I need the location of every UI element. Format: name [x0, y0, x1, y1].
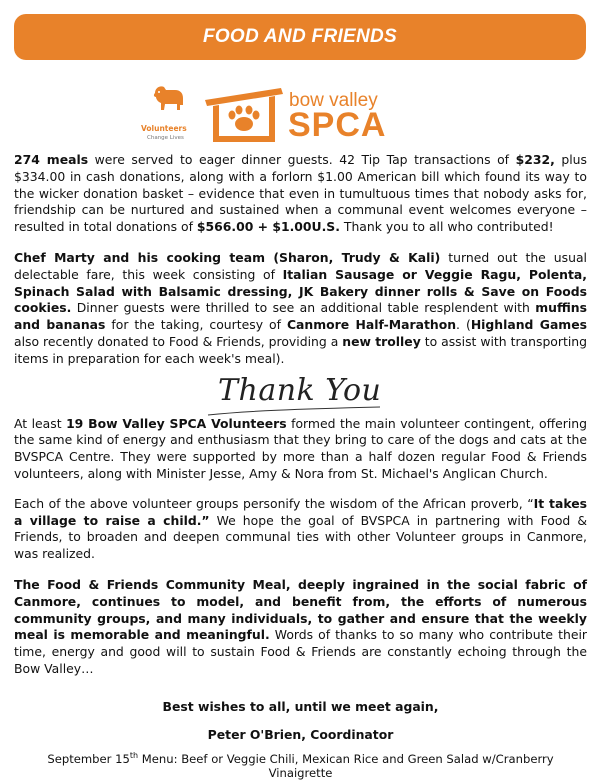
spca-house-icon: [203, 80, 285, 144]
menu-date: September 15: [47, 751, 130, 766]
header-banner: [14, 14, 586, 60]
logo-bow-valley: bow valley: [289, 90, 378, 111]
menu-text: Menu: Beef or Veggie Chili, Mexican Rice and Green Salad w/Cranberry Vinaigrette: [138, 751, 554, 780]
volunteers-label: Volunteers: [141, 124, 187, 133]
highland-games: Highland Games: [470, 317, 587, 333]
donations-paragraph: [14, 152, 587, 236]
logo-row: [0, 80, 600, 150]
text: At least: [14, 415, 67, 431]
text: . (: [456, 317, 471, 333]
total-donations: $566.00 + $1.00U.S.: [196, 219, 340, 235]
community-paragraph: [14, 577, 587, 678]
new-trolley: new trolley: [342, 333, 421, 349]
text: also recently donated to Food & Friends, providing a: [14, 333, 343, 349]
proverb: It takes a village to raise a child.”: [14, 495, 588, 528]
volunteers-paragraph: [14, 416, 587, 483]
next-week-menu: [14, 751, 587, 780]
text: turned out the usual delectable fare, this week consisting of: [14, 249, 587, 282]
bulldog-icon: [151, 83, 185, 111]
proverb-paragraph: [14, 496, 587, 563]
text: We hope the goal of BVSPCA in partnering with Food & Friends, to broaden and deepen communal ties with other Volunteer groups in Canmore, was realized.: [14, 512, 587, 562]
text: plus $334.00 in cash donations, along with a forlorn $1.00 American bill which found its way to the wicker donation basket – evidence that even in tumultuous times that nobody asks for, friendship can be nurtured and sustained when a communal event welcomes everyone – resulted in total donations of: [14, 152, 587, 235]
text: to assist with transporting items in preparation for each week's meal).: [14, 333, 587, 366]
volunteers-tagline: Change Lives: [147, 135, 184, 141]
text: formed the main volunteer contingent, offering the same kind of energy and enthusiasm that they bring to care of the dogs and cats at the BVSPCA Centre. They were supported by more than a half dozen regular Food & Friends volunteers, along with Minister Jesse, Amy & Nora from St. Michael's Anglican Church.: [14, 415, 587, 481]
tips-amount: $232,: [515, 152, 555, 167]
closing-wishes: Best wishes to all, until we meet again,: [162, 699, 439, 714]
text: Words of thanks to so many who contribute their time, energy and good will to sustain Food & Friends are constantly echoing through the Bow Valley…: [14, 627, 587, 676]
thank-you-script: Thank You: [218, 373, 382, 408]
text: Thank you to all who contributed!: [339, 219, 554, 235]
thank-you-underline: [206, 405, 382, 419]
chef-team: Chef Marty and his cooking team (Sharon, Trudy & Kali): [14, 249, 441, 265]
text: for the taking, courtesy of: [105, 317, 287, 333]
meals-count: 274 meals: [14, 152, 89, 167]
spca-volunteers: 19 Bow Valley SPCA Volunteers: [66, 415, 287, 431]
text: were served to eager dinner guests. 42 Tip Tap transactions of: [88, 152, 516, 167]
logo-spca: SPCA: [288, 106, 387, 144]
signature: Peter O'Brien, Coordinator: [207, 727, 394, 742]
menu-date-suffix: th: [129, 751, 139, 760]
community-statement: The Food & Friends Community Meal, deeply ingrained in the social fabric of Canmore, continues to model, and benefit from, the efforts of numerous community groups, and many individuals, to gather and ensure that the weekly meal is memorable and meaningful.: [14, 576, 587, 643]
text: Each of the above volunteer groups personify the wisdom of the African proverb, “: [14, 495, 534, 511]
text: Dinner guests were thrilled to see an additional table resplendent with: [71, 300, 536, 316]
menu-items: Italian Sausage or Veggie Ragu, Polenta, Spinach Salad with Balsamic dressing, JK Bakery dinner rolls & Save on Foods cookies.: [14, 266, 587, 316]
page-title: FOOD AND FRIENDS: [202, 26, 398, 47]
cooking-paragraph: [14, 250, 587, 368]
half-marathon: Canmore Half-Marathon: [286, 317, 457, 333]
muffins-bananas: muffins and bananas: [14, 300, 587, 333]
